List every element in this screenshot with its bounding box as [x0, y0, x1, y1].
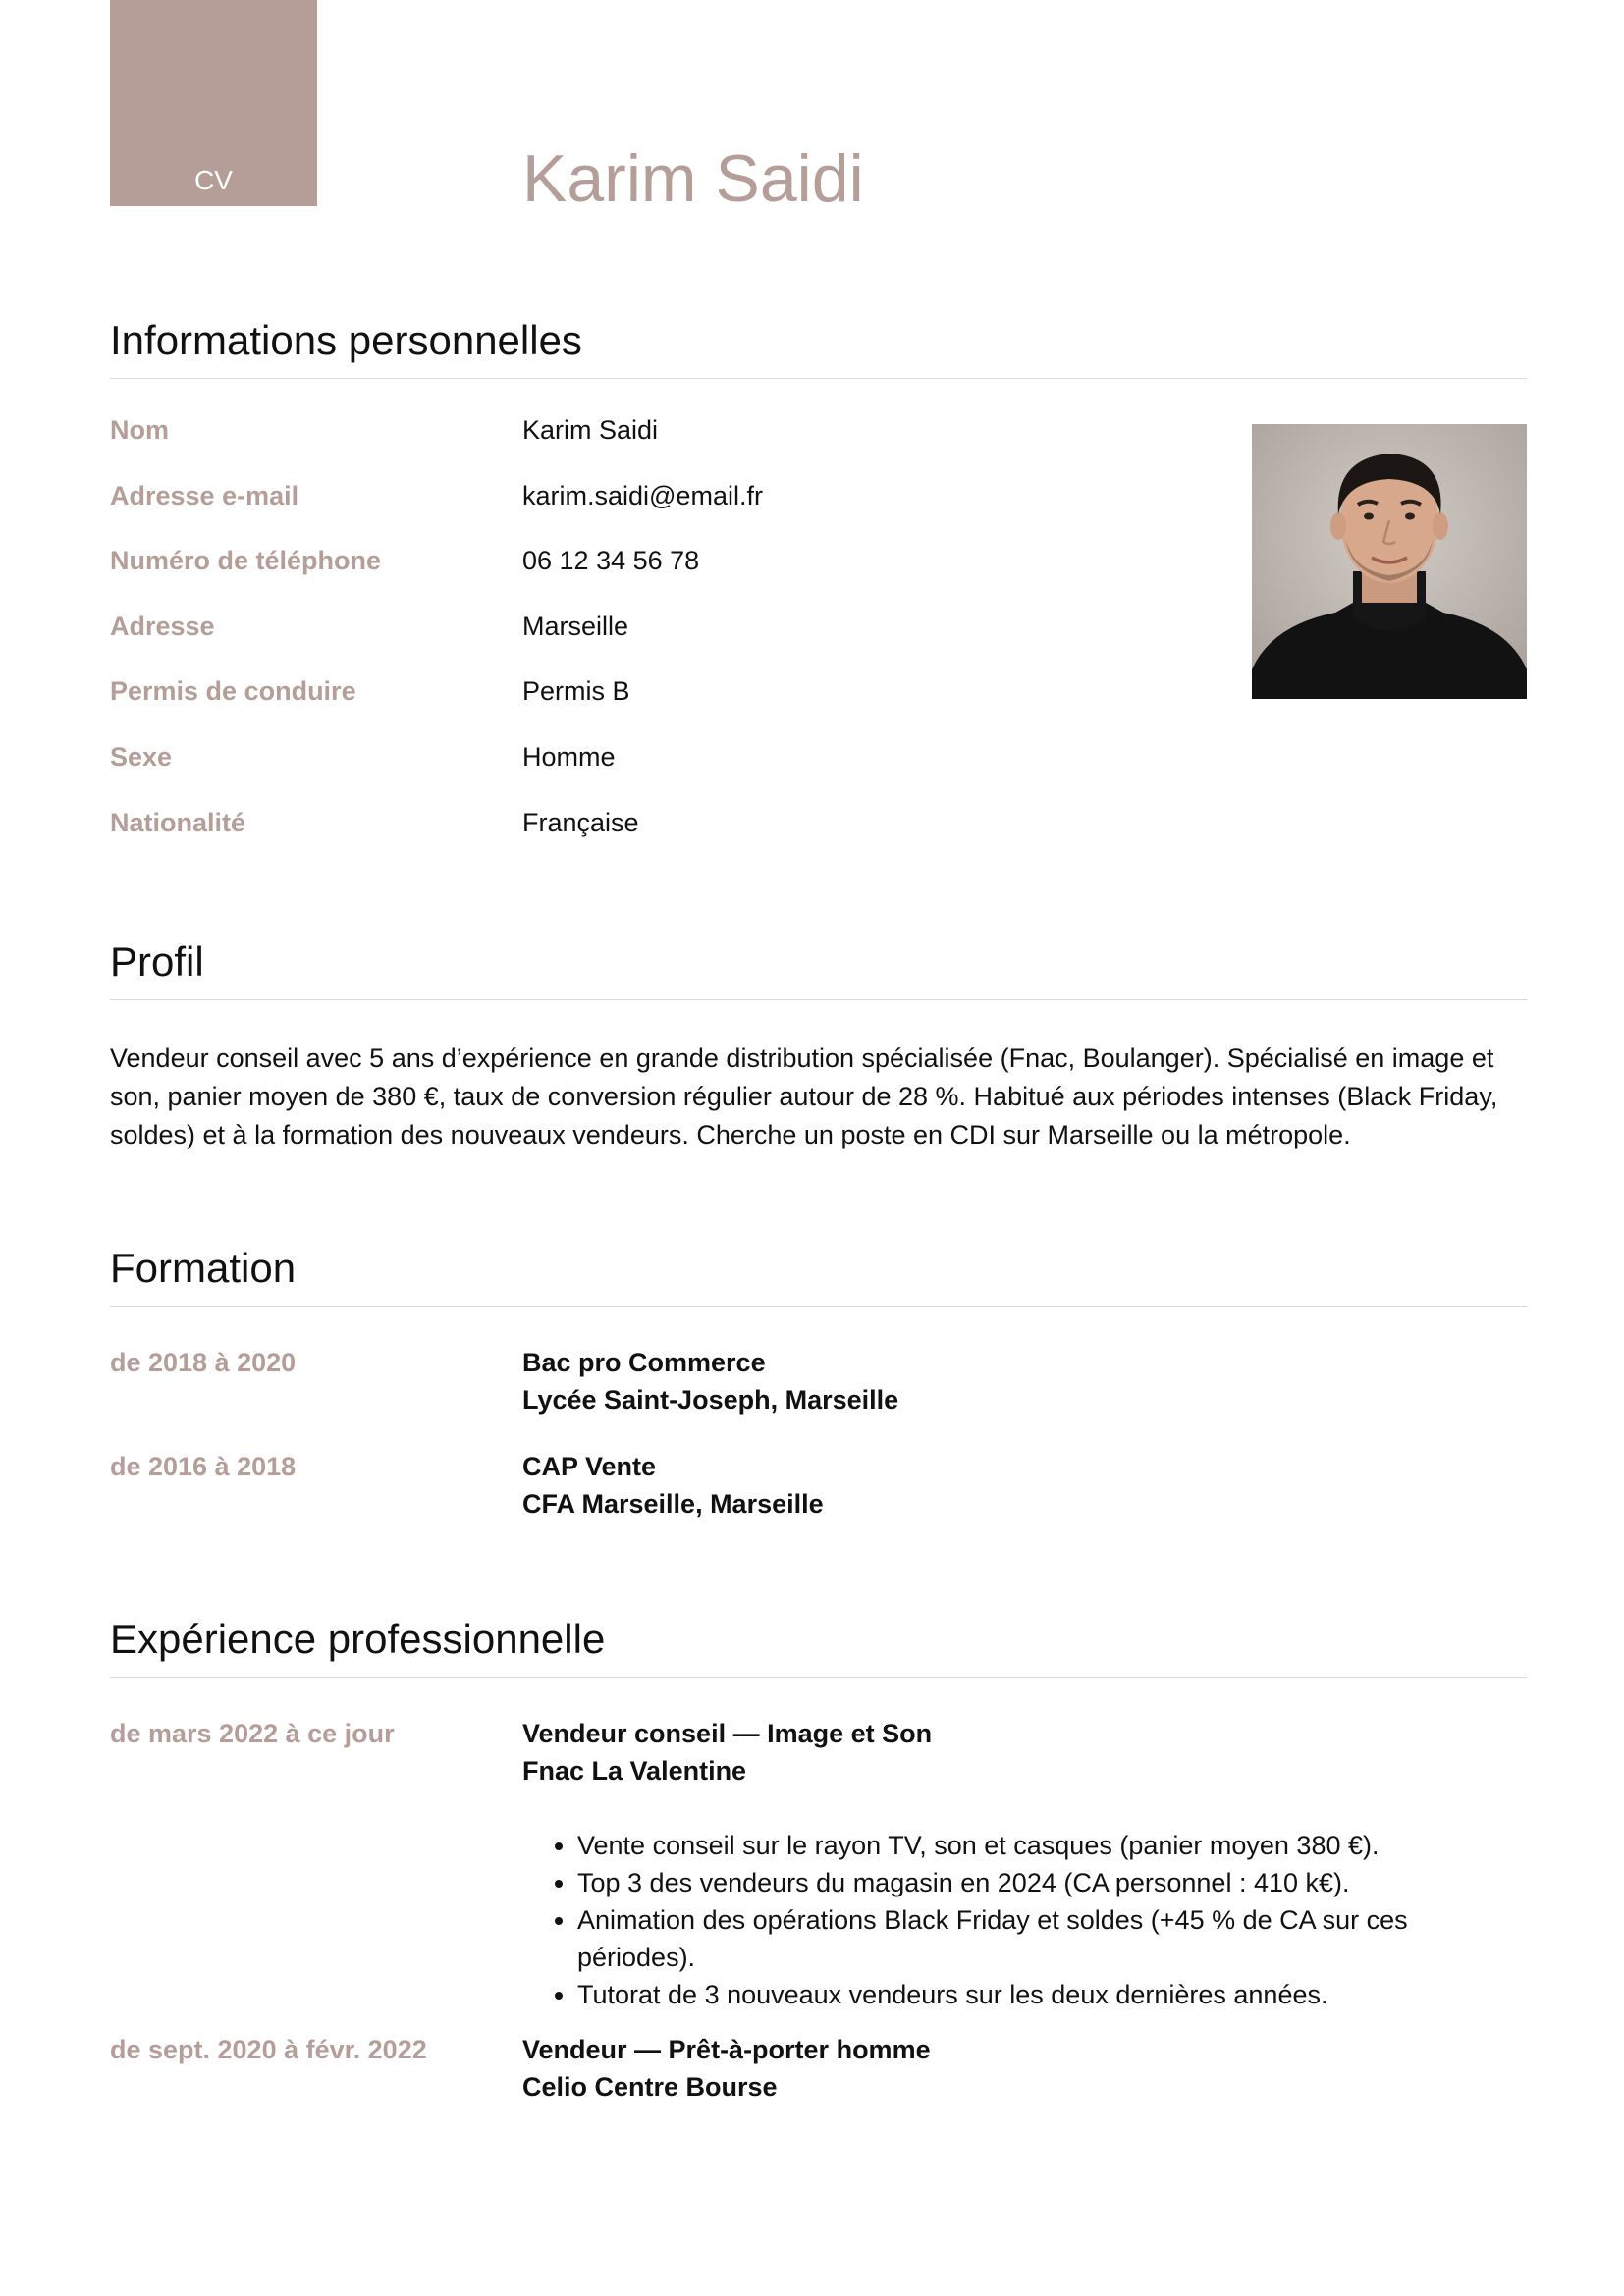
entry-org: Celio Centre Bourse — [522, 2072, 778, 2102]
info-row-nationality — [110, 807, 1527, 873]
experience-heading: Expérience professionnelle — [110, 1619, 1527, 1678]
entry-title: Vendeur — Prêt-à-porter homme — [522, 2035, 931, 2064]
info-value: Permis B — [522, 676, 630, 707]
achievement-item: • Vente conseil sur le rayon TV, son et casques (panier moyen 380 €). — [577, 1827, 1527, 1864]
entry-dates: de 2016 à 2018 — [110, 1452, 297, 1481]
profile-section — [110, 938, 1527, 1154]
entry-dates: de sept. 2020 à févr. 2022 — [110, 2035, 427, 2064]
achievement-item: • Top 3 des vendeurs du magasin en 2024 (CA personnel : 410 k€). — [577, 1864, 1527, 1901]
experience-list — [110, 1715, 1527, 2106]
personal-info-section — [110, 317, 1527, 872]
achievement-item: • Tutorat de 3 nouveaux vendeurs sur les deux dernières années. — [577, 1976, 1527, 2013]
entry-title: Vendeur conseil — Image et Son — [522, 1719, 933, 1748]
info-label: Nom — [110, 415, 169, 445]
achievement-item: • Animation des opérations Black Friday et soldes (+45 % de CA sur ces périodes). — [577, 1901, 1527, 1976]
person-portrait-icon — [1252, 424, 1527, 699]
entry-dates: de 2018 à 2020 — [110, 1348, 297, 1377]
info-value: Marseille — [522, 611, 629, 641]
entry-dates: de mars 2022 à ce jour — [110, 1719, 395, 1748]
entry-title: CAP Vente — [522, 1452, 657, 1481]
info-label: Adresse — [110, 611, 215, 641]
profile-photo — [1252, 424, 1527, 699]
info-label: Sexe — [110, 741, 173, 772]
experience-entry — [110, 2031, 1527, 2106]
entry-org: Lycée Saint-Joseph, Marseille — [522, 1385, 899, 1415]
achievement-list — [522, 1827, 1527, 2013]
info-row-gender — [110, 741, 1527, 807]
cv-badge — [110, 0, 317, 206]
info-value: Homme — [522, 741, 616, 772]
formation-section — [110, 1245, 1527, 1552]
formation-heading: Formation — [110, 1248, 1527, 1307]
info-value: 06 12 34 56 78 — [522, 546, 700, 576]
experience-entry — [110, 1715, 1527, 2031]
formation-entry — [110, 1344, 1527, 1418]
info-value: Française — [522, 807, 639, 837]
profile-summary: Vendeur conseil avec 5 ans d’expérience en grande distribution spécialisée (Fnac, Boulanger). Spécialisé en image et son, panier moyen de 380 €, taux de conversion régulier autour de 28 %. Habitué aux périodes intenses (Black Friday, soldes) et à la formation des nouveaux vendeurs. Cherche un poste en CDI sur Marseille ou la métropole. — [110, 1043, 1498, 1149]
formation-entry — [110, 1448, 1527, 1522]
info-value: Karim Saidi — [522, 415, 659, 445]
profile-heading: Profil — [110, 941, 1527, 1000]
info-label: Permis de conduire — [110, 676, 356, 707]
entry-org: CFA Marseille, Marseille — [522, 1489, 824, 1519]
personal-info-heading: Informations personnelles — [110, 320, 1527, 379]
info-label: Numéro de téléphone — [110, 546, 382, 576]
info-label: Nationalité — [110, 807, 246, 837]
formation-list — [110, 1344, 1527, 1522]
page-title: Karim Saidi — [522, 141, 864, 216]
entry-org: Fnac La Valentine — [522, 1756, 747, 1786]
entry-title: Bac pro Commerce — [522, 1348, 766, 1377]
cv-badge-label: CV — [194, 165, 233, 195]
info-value: karim.saidi@email.fr — [522, 480, 763, 510]
experience-section — [110, 1616, 1527, 2106]
info-label: Adresse e-mail — [110, 480, 299, 510]
